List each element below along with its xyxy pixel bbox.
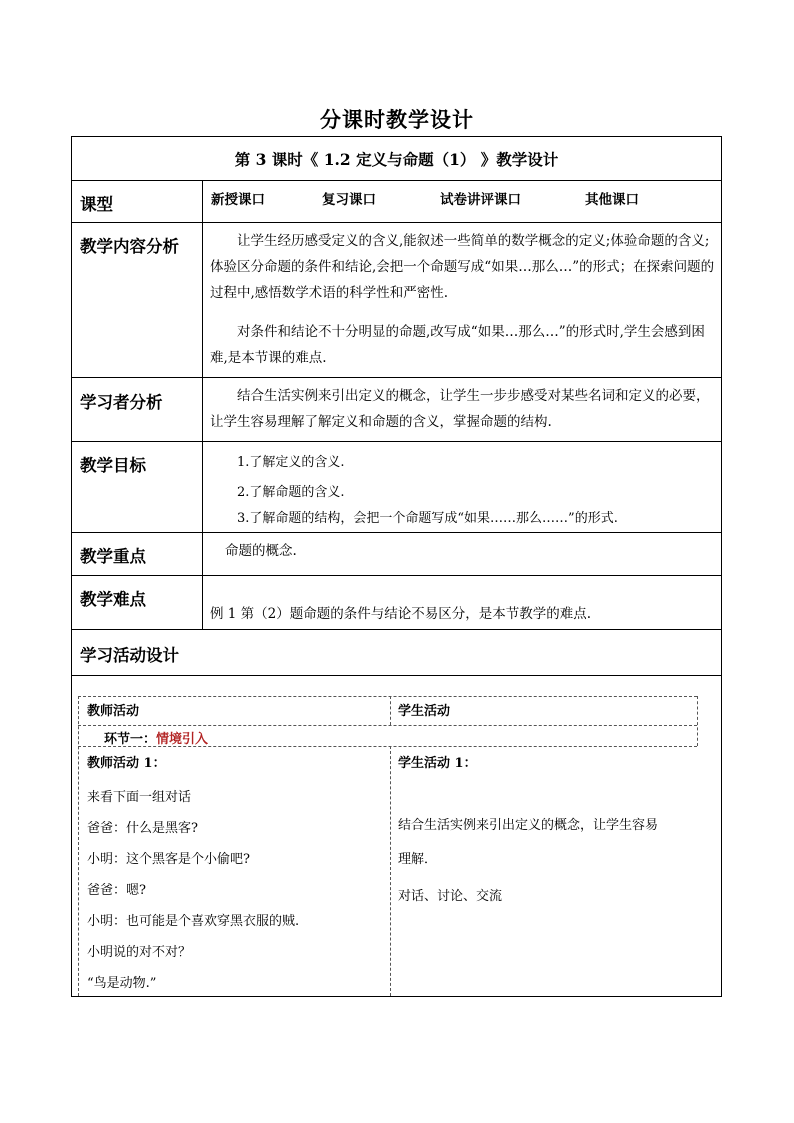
activity-table-border xyxy=(78,696,79,996)
learner-analysis-text: 结合生活实例来引出定义的概念，让学生一步步感受对某些名词和定义的必要，让学生容易理解了解定义和命题的含义，掌握命题的结构. xyxy=(210,388,710,430)
goal-item: 1.了解定义的含义. xyxy=(237,455,345,470)
row-divider xyxy=(71,532,722,533)
student-line: 对话、讨论、交流 xyxy=(398,889,503,904)
lesson-title: 第 3 课时《 1.2 定义与命题（1） 》教学设计 xyxy=(234,150,559,169)
content-analysis-paragraph-2: 对条件和结论不十分明显的命题,改写成“如果…那么…”的形式时,学生会感到困难,是本节课的难点. xyxy=(210,324,705,366)
content-analysis-paragraph-1: 让学生经历感受定义的含义,能叙述一些简单的数学概念的定义;体验命题的含义;体验区分命题的条件和结论,会把一个命题写成“如果…那么…”的形式；在探索问题的过程中,感悟数学术语的科学性和严密性. xyxy=(210,233,715,301)
row-divider xyxy=(71,675,722,676)
option-exam-review-lesson[interactable]: 试卷讲评课口 xyxy=(440,192,521,208)
row-divider xyxy=(71,222,722,223)
section-number: 环节一： xyxy=(104,732,157,747)
teacher-line: 爸爸：什么是黑客? xyxy=(87,821,198,836)
activity-table-border xyxy=(78,725,697,726)
row-divider xyxy=(71,575,722,576)
row-label-goals: 教学目标 xyxy=(80,456,146,475)
goal-item: 3.了解命题的结构，会把一个命题写成“如果……那么……”的形式. xyxy=(237,511,618,526)
section-label xyxy=(104,728,208,747)
activity-table-border xyxy=(390,696,391,725)
row-label-type: 课型 xyxy=(80,195,113,214)
key-points-text: 命题的概念. xyxy=(225,543,297,559)
teacher-line: 小明说的对不对？ xyxy=(87,945,192,960)
activity-table-border xyxy=(390,746,391,996)
row-divider xyxy=(71,180,722,181)
teacher-line: 来看下面一组对话 xyxy=(87,790,192,805)
row-label-activity-design: 学习活动设计 xyxy=(80,646,179,665)
student-line: 理解． xyxy=(398,852,438,867)
teacher-line: 小明：这个黑客是个小偷吧? xyxy=(87,852,250,867)
row-label-key-points: 教学重点 xyxy=(80,547,146,566)
option-other-lesson[interactable]: 其他课口 xyxy=(585,192,639,208)
activity-table-border xyxy=(78,696,697,697)
column-divider xyxy=(202,180,203,629)
row-divider xyxy=(71,377,722,378)
option-new-lesson[interactable]: 新授课口 xyxy=(211,192,265,208)
difficulties-text: 例 1 第（2）题命题的条件与结论不易区分，是本节教学的难点. xyxy=(210,606,592,622)
teacher-activity-header: 教师活动 xyxy=(87,704,140,719)
row-label-learner-analysis: 学习者分析 xyxy=(80,393,163,412)
student-line: 结合生活实例来引出定义的概念，让学生容易 xyxy=(398,818,659,833)
teacher-line: 爸爸：嗯? xyxy=(87,883,146,898)
section-name: 情境引入 xyxy=(156,732,209,747)
row-label-difficulties: 教学难点 xyxy=(80,590,146,609)
student-activity-title: 学生活动 1： xyxy=(398,756,477,771)
goal-item: 2.了解命题的含义. xyxy=(237,485,345,500)
teacher-line: 小明：也可能是个喜欢穿黑衣服的贼. xyxy=(87,914,300,929)
option-review-lesson[interactable]: 复习课口 xyxy=(322,192,376,208)
activity-table-border xyxy=(697,696,698,746)
row-label-content-analysis: 教学内容分析 xyxy=(80,237,179,256)
student-activity-header: 学生活动 xyxy=(398,704,451,719)
row-divider xyxy=(71,441,722,442)
row-divider xyxy=(71,629,722,630)
teacher-line: “鸟是动物.” xyxy=(87,976,157,991)
document-title: 分课时教学设计 xyxy=(320,107,474,132)
teacher-activity-title: 教师活动 1： xyxy=(87,756,166,771)
